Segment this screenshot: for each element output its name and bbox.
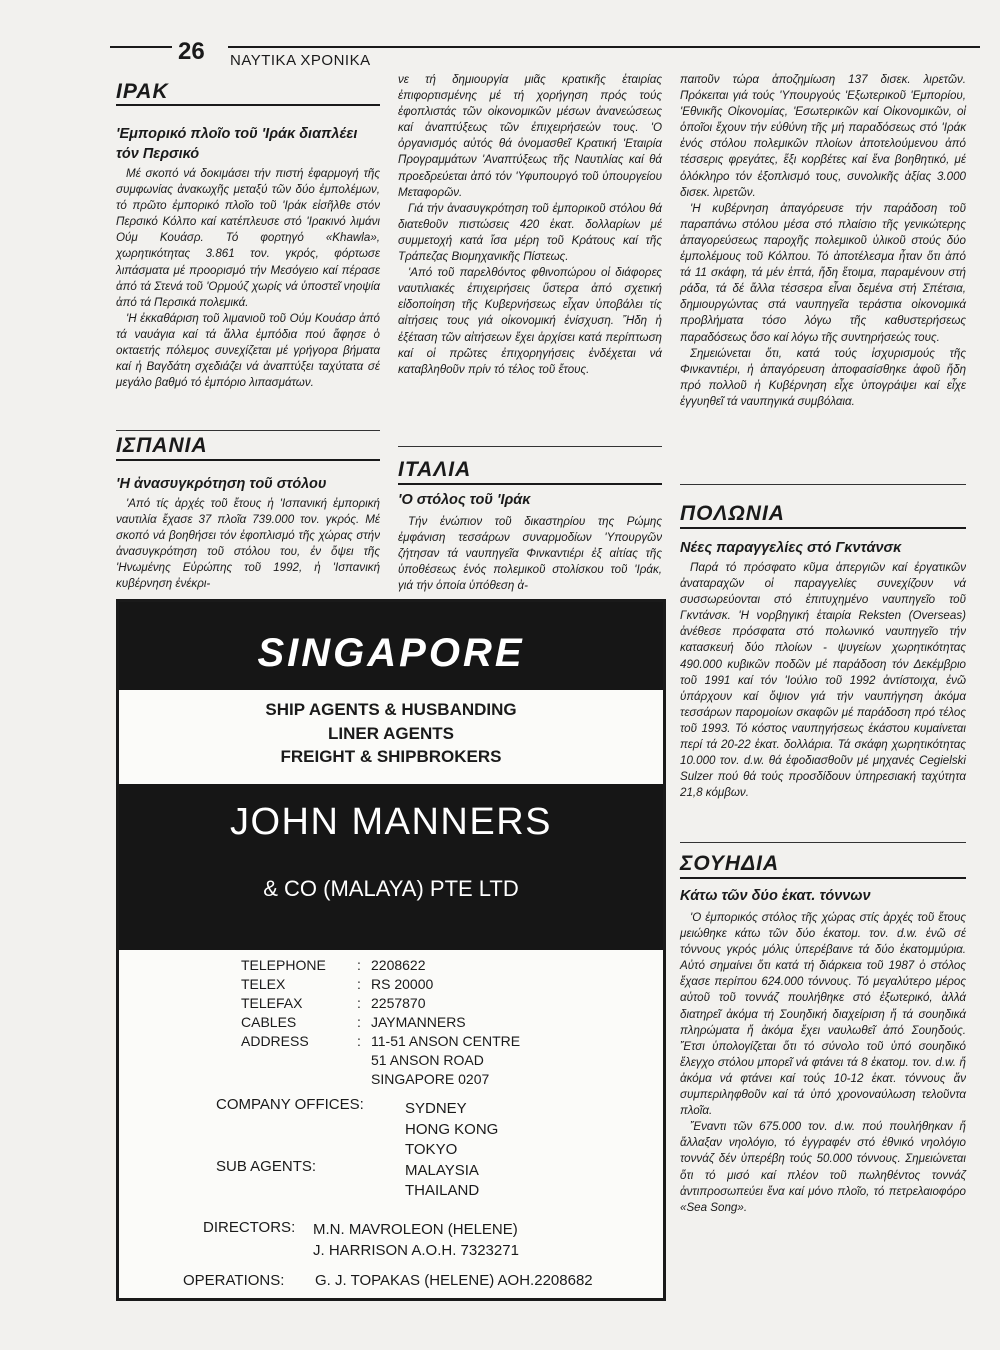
section-rule <box>680 877 966 879</box>
header-rule-right <box>228 46 980 48</box>
section-sweden: ΣΟΥΗΔΙΑ <box>680 852 780 875</box>
section-spain: ΙΣΠΑΝΙΑ <box>116 434 208 457</box>
article-headline: 'Εμπορικό πλοῖο τοῦ 'Ιράκ διαπλέει τόν Περσικό <box>116 126 358 162</box>
header-rule-left <box>110 46 172 48</box>
paragraph: Παρά τό πρόσφατο κῦμα ἀπεργιῶν καί ἐργατικῶν ἀναταραχῶν οἱ παραγγελίες συνεχίζουν νά συσσωρεύονται στό ἐπιτυχημένο ναυπηγεῖο τοῦ Γκντάνσκ. 'Η νορβηγική ἑταιρία Reksten (Overseas) ἀνέθεσε πρόσφατα στό πολωνικό ναυπηγεῖο τήν κατασκευή δύο πλοίων - ψυγείων χωρητικότητας 490.000 κυβικῶν ποδῶν μέ παράδοση τόν Δεκέμβριο τοῦ 1991 καί τόν 'Ιούλιο τοῦ 1992 ἀντίστοιχα, ἐνῶ ὑπάρχουν καί ὄψιον γιά τήν ναυπήγηση ἀκόμα τεσσάρων παρομοίων σκαφῶν μέ παράδοση πρό τέλος τοῦ 1993. Τό κόστος ναυπηγήσεως ἑκάστου κυμαίνεται περί τά 20-22 ἑκατ. δολλάρια. Τά σκάφη χωρητικότητας 10.000 τον. d.w. θά ἐφοδιασθοῦν μέ μηχανές Cegielski Sulzer πού θά τούς προσδίδουν ὑπηρεσιακή ταχύτητα 21,8 κόμβων. <box>680 561 966 800</box>
section-rule <box>680 527 966 529</box>
article-body-continued <box>680 72 966 410</box>
article-headline: 'Ο στόλος τοῦ 'Ιράκ <box>398 492 531 508</box>
section-poland: ΠΟΛΩΝΙΑ <box>680 502 785 525</box>
ad-offices <box>405 1099 498 1202</box>
colon: : <box>357 1033 361 1049</box>
paragraph: 'Από τίς ἀρχές τοῦ ἔτους ἡ 'Ισπανική ἐμπορική ναυτιλία ἔχασε 37 πλοῖα 739.000 τον. γκρός. Μέ σκοπό νά βοηθήσει τόν ἐφοπλισμό τῆς χώρας στήν ἀνασυγκρότηση τοῦ στόλου του, ἐν ὄψει τῆς 'Ηνωμένης Εὐρώπης τοῦ 1992, ἡ 'Ισπανική κυβέρνηση ἐνέκρι- <box>116 497 380 591</box>
contact-label: TELEX <box>241 976 286 992</box>
article-headline: Νέες παραγγελίες στό Γκντάνσκ <box>680 540 902 556</box>
paragraph: 'Η κυβέρνηση ἀπαγόρευσε τήν παράδοση τοῦ παραπάνω στόλου μέσα στό πλαίσιο τῆς γενικώτερης ἀπαγορεύσεως παροχῆς πολεμικοῦ ὑλικοῦ στούς δύο ἐμπολέμους τοῦ Κόλπου. Τό ἀποτέλεσμα ἦταν ὅτι ἀπό τά 11 σκάφη, τά μέν ἑπτά, ἤδη ἕτοιμα, παραμένουν στή ράδα, τά δέ ἄλλα τέσσερα εἶναι δεμένα στή Σπέτσια, δημιουργώντας στά ναυπηγεῖα τεράστια οἰκονομικά προβλήματα τόσο λόγω τῆς καθυστερήσεως παραδόσεως ὅσο καί λόγω τῆς συντηρήσεώς τους. <box>680 201 966 344</box>
colon: : <box>357 1014 361 1030</box>
contact-value: RS 20000 <box>371 976 434 992</box>
section-iraq: ΙΡΑΚ <box>116 80 169 103</box>
article-headline: 'Η ἀνασυγκρότηση τοῦ στόλου <box>116 476 327 492</box>
contact-label: ADDRESS <box>241 1033 309 1049</box>
contact-value: 2257870 <box>371 995 426 1011</box>
divider <box>116 430 380 431</box>
paragraph: Γιά τήν ἀνασυγκρότηση τοῦ ἐμπορικοῦ στόλου θά διατεθοῦν πιστώσεις 420 ἑκατ. δολλαρίων μέ συμμετοχή κατά ἴσα μέρη τοῦ Κράτους καί τῆς Τράπεζας Βιομηχανικῆς Πίστεως. <box>398 201 662 264</box>
article-headline: Κάτω τῶν δύο ἑκατ. τόννων <box>680 888 871 904</box>
contact-label: TELEFAX <box>241 995 303 1011</box>
ad-directors <box>313 1219 519 1261</box>
ad-contact-labels <box>241 956 326 1051</box>
ad-contact-values <box>371 956 520 1089</box>
article-body <box>116 166 380 391</box>
ad-company-name: JOHN MANNERS <box>229 801 553 843</box>
address-line: SINGAPORE 0207 <box>371 1071 490 1087</box>
ad-company-block <box>119 784 663 950</box>
ad-subagents-label: SUB AGENTS: <box>216 1158 317 1175</box>
paragraph: 'Από τοῦ παρελθόντος φθινοπώρου οἱ διάφορες ναυτιλιακές ἐπιχειρήσεις ὕστερα ἀπό σχετική εἰδοποίηση τῆς Κυβερνήσεως εἶχαν ὑποβάλει τίς αἰτήσεις τους γιά οἰκονομική ἐνίσχυση. Ἤδη ἡ ἐξέταση τῶν αἰτήσεων ἔχει ἀρχίσει κατά περίπτωση καί οἱ πρῶτες ἐπιχορηγήσεις ἐνδέχεται νά καταβληθοῦν πρίν τό τέλος τοῦ ἔτους. <box>398 266 662 376</box>
section-italy: ΙΤΑΛΙΑ <box>398 458 472 481</box>
page-number: 26 <box>178 38 205 65</box>
ad-services <box>119 698 663 769</box>
ad-directors-label: DIRECTORS: <box>203 1219 296 1236</box>
contact-value: 11-51 ANSON CENTRE <box>371 1033 521 1049</box>
section-rule <box>398 483 662 485</box>
article-body <box>398 514 662 594</box>
section-rule <box>116 459 380 461</box>
colon: : <box>357 995 361 1011</box>
paragraph: παιτοῦν τώρα ἀποζημίωση 137 δισεκ. λιρετῶν. Πρόκειται γιά τούς 'Υπουργούς 'Εξωτερικοῦ 'Εμπορίου, 'Εθνικῆς Οἰκονομίας, 'Εσωτερικῶν καί Οἰκονομικῶν, οἱ ὁποῖοι ἔχουν τήν εὐθύνη τῆς μή παραδόσεως στό 'Ιράκ ἑνός στόλου πολεμικῶν πλοίων ἀποτελούμενου ἀπό τέσσερις φρεγάτες, ἕξι κορβέτες καί ἕνα βοηθητικό, μέ ὁλόκληρο τόν ἐξοπλισμό τους, συνολικῆς ἀξίας 3.000 δισεκ. λιρετῶν. <box>680 73 966 199</box>
paragraph: νε τή δημιουργία μιᾶς κρατικῆς ἑταιρίας ἐπιφορτισμένης μέ τή χορήγηση πρός τούς ἐφοπλιστάς τῶν οἰκονομικῶν μέσων ἀνανεώσεως καί ἀναπτύξεως τῶν ἐπιχειρήσεών τους. 'Ο ὀργανισμός αὐτός θά ὀνομασθεῖ Κρατική 'Εταιρία Προγραμμάτων 'Αναπτύξεως τῆς Ναυτιλίας καί θά προεδρεύεται ἀπό τόν 'Υφυπουργό τοῦ ὑπουργείου Μεταφορῶν. <box>398 73 662 199</box>
section-rule <box>116 104 380 106</box>
contact-value: JAYMANNERS <box>371 1014 466 1030</box>
contact-value: 2208622 <box>371 957 426 973</box>
sub-agent: MALAYSIA <box>405 1161 479 1179</box>
ad-banner: SINGAPORE <box>119 602 663 690</box>
ad-operations: G. J. TOPAKAS (HELENE) AOH.2208682 <box>315 1272 593 1289</box>
article-body-continued <box>398 72 662 378</box>
article-body <box>116 496 380 593</box>
divider <box>680 484 966 485</box>
contact-label: CABLES <box>241 1014 297 1030</box>
ad-contact-colons <box>357 956 361 1051</box>
address-line: 51 ANSON ROAD <box>371 1052 484 1068</box>
divider <box>398 446 662 447</box>
ad-offices-label: COMPANY OFFICES: <box>216 1096 364 1113</box>
office: TOKYO <box>405 1141 458 1158</box>
colon: : <box>357 957 361 973</box>
paragraph: Τήν ἐνώπιον τοῦ δικαστηρίου της Ρώμης ἐμφάνιση τεσσάρων συναρμοδίων 'Υπουργῶν ζήτησαν τά ναυπηγεῖα Φινκαντιέρι ἐξ αἰτίας τῆς ὑποθέσεως ἑνός πολεμικοῦ στολίσκου τοῦ 'Ιράκ, γιά τήν ὁποία ὑπόθεση ἀ- <box>398 515 662 593</box>
colon: : <box>357 976 361 992</box>
office: HONG KONG <box>405 1120 499 1138</box>
ad-operations-label: OPERATIONS: <box>183 1272 285 1289</box>
director: M.N. MAVROLEON (HELENE) <box>313 1221 518 1238</box>
divider <box>680 842 966 843</box>
contact-label: TELEPHONE <box>241 957 326 973</box>
ad-service-line: FREIGHT & SHIPBROKERS <box>280 747 502 766</box>
advertisement <box>116 599 666 1301</box>
paragraph: 'Ο ἐμπορικός στόλος τῆς χώρας στίς ἀρχές τοῦ ἔτους μειώθηκε κάτω τῶν δύο ἑκατομ. τον. d.w. ἐνῶ σέ τόννους γκρός μόλις ὑπερέβαινε τά δύο ἑκατομμύρια. Αὐτό σημαίνει ὅτι κατά τή διάρκεια τοῦ 1987 ὁ στόλος ἔχασε περίπου 624.000 τόννους. Τό μεγαλύτερο μέρος αὐτοῦ τοῦ τοννάζ πουλήθηκε στό ἐξωτερικό, ἀλλά διατηρεῖ ἀκόμα τή Σουηδική διαχείριση ἤ τά σουηδικά πληρώματα ἤ ἀκόμα ἔχει ναυλωθεῖ ἀπό Σουηδούς. Ἔτσι ὑπολογίζεται ὅτι τό σύνολο τοῦ ὑπό σουηδικό ἔλεγχο στόλου μπορεῖ νά φτάνει τά 8 ἑκατομ. τον. d.w. ἤ ἀκόμα νά φτάνει καί τούς 10-12 ἑκατ. τόννους ἄν συμπεριληφθοῦν καί τά ὑπό χρονοναύλωση τελοῦντα πλοῖα. <box>680 911 966 1118</box>
article-body <box>680 560 966 801</box>
paragraph: Μέ σκοπό νά δοκιμάσει τήν πιστή ἐφαρμογή τῆς συμφωνίας ἀνακωχῆς μεταξύ τῶν δύο ἐμπολέμων, τό πρῶτο ἐμπορικό πλοῖο τοῦ 'Ιράκ εἰσῆλθε στόν Περσικό Κόλπο καί κατέπλευσε στό 'Ιρακινό λιμάνι Ούμ Κουάσρ. Τό φορτηγό «Khawla», χωρητικότητας 3.861 τον. γκρός, φόρτωσε λιπάσματα μέ προορισμό τήν Μεσόγειο καί πέρασε ἀπό τά Στενά τοῦ 'Ορμούζ χωρίς νά ὑποστεῖ νηοψία ἀπό τά Περσικά πολεμικά. <box>116 167 380 309</box>
ad-service-line: SHIP AGENTS & HUSBANDING <box>265 700 517 719</box>
paragraph: Σημειώνεται ὅτι, κατά τούς ἰσχυρισμούς τῆς Φινκαντιέρι, ἡ ἀπαγόρευση ἀποφασίσθηκε ἀφοῦ ἤδη πρό πολλοῦ ἡ Κυβέρνηση εἶχε ὑπογράψει καί εἶχε ἐγγυηθεῖ τά ναυπηγικά συμβόλαια. <box>680 346 966 408</box>
publication-title: ΝΑΥΤΙΚΑ ΧΡΟΝΙΚΑ <box>230 52 371 69</box>
director: J. HARRISON A.O.H. 7323271 <box>313 1242 519 1259</box>
ad-company-sub: & CO (MALAYA) PTE LTD <box>263 876 519 901</box>
article-body <box>680 910 966 1216</box>
office: SYDNEY <box>405 1100 467 1117</box>
paragraph: 'Η ἐκκαθάριση τοῦ λιμανιοῦ τοῦ Ούμ Κουάσρ ἀπό τά ναυάγια καί τά ἄλλα ἐμπόδια πού ἄφησε ὁ οκταετής πόλεμος συνεχίζεται μέ γρήγορα βήματα καί ἡ Βαγδάτη σχεδιάζει νά ἀναπτύξει ταχύτατα σέ μεγάλο βαθμό τό ἐμπόριο λιπασμάτων. <box>116 311 380 390</box>
ad-service-line: LINER AGENTS <box>328 723 454 743</box>
paragraph: Ἔναντι τῶν 675.000 τον. d.w. πού πουλήθηκαν ἤ ἄλλαξαν νηολόγιο, τό ἐγγραφέν στό ἐθνικό νηολόγιο τοννάζ δέν ὑπερέβη τούς 50.000 τόννους. Σημειώνεται ὅτι τό μισό καί πλέον τοῦ πωληθέντος τοννάζ ἀντιπροσωπεύει ἕνα καί μόνο πλοῖο, τό πετρελαιοφόρο «Sea Song». <box>680 1120 966 1214</box>
sub-agent: THAILAND <box>405 1182 480 1199</box>
